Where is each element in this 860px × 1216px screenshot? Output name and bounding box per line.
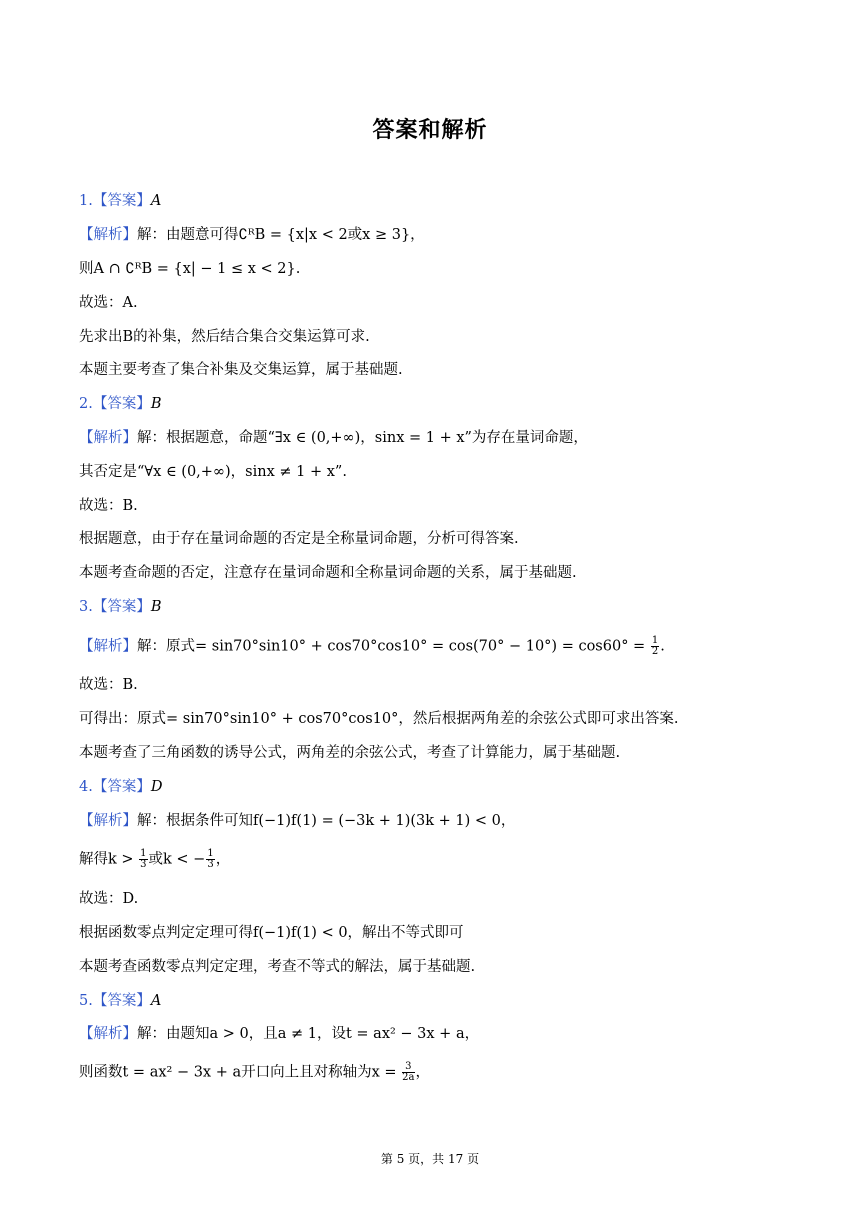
q1-analysis-line-3: 故选：A. (79, 295, 138, 311)
analysis-tag: 【解析】 (79, 813, 137, 829)
page-footer: 第 5 页，共 17 页 (380, 1152, 480, 1166)
q2-analysis-line-5: 本题考查命题的否定，注意存在量词命题和全称量词命题的关系，属于基础题. (79, 565, 577, 581)
q3-fraction-numerator: 1 (651, 635, 659, 646)
q5-fraction-denominator: 2a (402, 1072, 415, 1083)
q3-answer: B (150, 599, 162, 615)
q2-number: 2. (79, 396, 93, 412)
q2-answer: B (150, 396, 162, 412)
q2-analysis-line-2: 其否定是“∀x ∈ (0,+∞)，sinx ≠ 1 + x”. (79, 464, 347, 480)
q3-number: 3. (79, 599, 93, 615)
q1-analysis-line-2: 则A ∩ ∁ᴿB = {x| − 1 ≤ x < 2}. (79, 261, 301, 277)
q4-fraction-1-denominator: 3 (140, 859, 147, 870)
q1-number: 1. (79, 193, 93, 209)
q1-answer-line (79, 191, 161, 211)
q4-fraction-2-denominator: 3 (207, 859, 214, 870)
q4-analysis-line-1 (79, 811, 515, 831)
q1-text-1: 解：由题意可得∁ᴿB = {x|x < 2或x ≥ 3}， (137, 227, 425, 243)
q5-answer-line (79, 991, 161, 1011)
q4-text-2c: ， (215, 851, 231, 868)
q4-fraction-1-numerator: 1 (140, 848, 147, 859)
q3-analysis-line-4: 本题考查了三角函数的诱导公式，两角差的余弦公式，考查了计算能力，属于基础题. (79, 745, 621, 761)
q3-fraction (651, 636, 659, 657)
q4-fraction-2 (206, 849, 214, 870)
q5-fraction (402, 1062, 414, 1083)
q5-answer: A (150, 993, 162, 1009)
q4-analysis-line-2 (79, 849, 230, 870)
q2-analysis-line-3: 故选：B. (79, 498, 138, 514)
analysis-tag: 【解析】 (79, 1026, 137, 1042)
q3-analysis-line-1 (79, 636, 665, 657)
q1-analysis-line-4: 先求出B的补集，然后结合集合交集运算可求. (79, 329, 370, 345)
answer-tag: 【答案】 (92, 396, 151, 412)
q5-fraction-numerator: 3 (402, 1062, 414, 1073)
q4-text-2a: 解得k > (79, 851, 139, 868)
page-title: 答案和解析 (372, 118, 488, 143)
q4-fraction-1 (139, 849, 147, 870)
q2-analysis-line-4: 根据题意，由于存在量词命题的否定是全称量词命题，分析可得答案. (79, 531, 519, 547)
q4-analysis-line-5: 本题考查函数零点判定定理，考查不等式的解法，属于基础题. (79, 959, 476, 975)
q4-analysis-line-4: 根据函数零点判定定理可得f(−1)f(1) < 0，解出不等式即可 (79, 925, 464, 941)
q5-number: 5. (79, 993, 93, 1009)
q1-analysis-line-5: 本题主要考查了集合补集及交集运算，属于基础题. (79, 362, 403, 378)
q5-analysis-line-1 (79, 1024, 479, 1044)
q2-text-1: 解：根据题意，命题“∃x ∈ (0,+∞)，sinx = 1 + x”为存在量词命题， (137, 430, 588, 446)
q4-text-2b: 或k < − (148, 851, 206, 868)
q3-analysis-line-3: 可得出：原式= sin70°sin10° + cos70°cos10°，然后根据两角差的余弦公式即可求出答案. (79, 711, 679, 727)
q5-text-2a: 则函数t = ax² − 3x + a开口向上且对称轴为x = (79, 1064, 402, 1081)
analysis-tag: 【解析】 (79, 638, 137, 655)
q3-text-1-end: . (660, 638, 665, 655)
q4-fraction-2-numerator: 1 (207, 848, 214, 859)
answer-tag: 【答案】 (92, 193, 151, 209)
q3-text-1: 解：原式= sin70°sin10° + cos70°cos10° = cos(70° − 10°) = cos60° = (137, 638, 650, 655)
q5-text-1: 解：由题知a > 0，且a ≠ 1，设t = ax² − 3x + a， (137, 1026, 480, 1042)
q5-text-2b: ， (415, 1064, 430, 1081)
answer-tag: 【答案】 (92, 993, 151, 1009)
q4-answer-line (79, 777, 162, 797)
q1-answer: A (150, 193, 162, 209)
q5-analysis-line-2 (79, 1062, 430, 1083)
q3-answer-line (79, 597, 162, 617)
q3-fraction-denominator: 2 (651, 646, 659, 657)
analysis-tag: 【解析】 (79, 430, 137, 446)
q4-analysis-line-3: 故选：D. (79, 891, 139, 907)
q2-answer-line (79, 394, 162, 414)
q4-text-1: 解：根据条件可知f(−1)f(1) = (−3k + 1)(3k + 1) < 0， (137, 813, 516, 829)
q3-analysis-line-2: 故选：B. (79, 677, 138, 693)
q2-analysis-line-1 (79, 428, 588, 448)
answer-tag: 【答案】 (92, 599, 151, 615)
q4-answer: D (150, 779, 163, 795)
answer-tag: 【答案】 (92, 779, 151, 795)
analysis-tag: 【解析】 (79, 227, 137, 243)
q1-analysis-line-1 (79, 225, 425, 245)
q4-number: 4. (79, 779, 93, 795)
